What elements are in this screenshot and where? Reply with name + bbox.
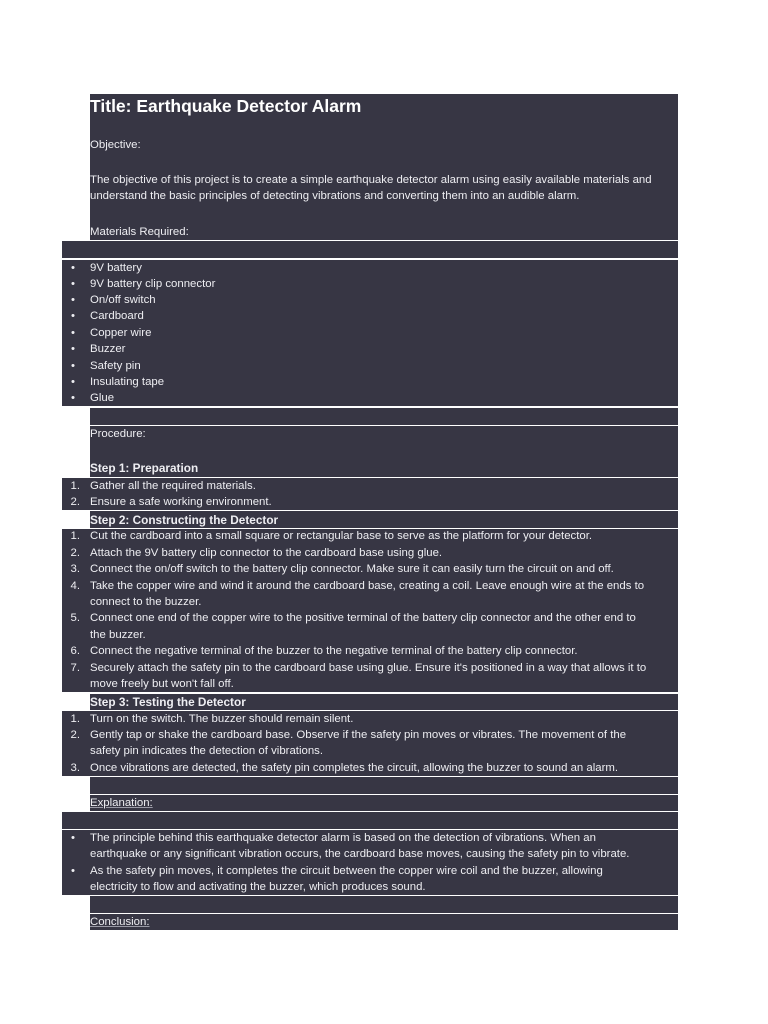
step2-item-continued: connect to the buzzer. <box>90 596 202 608</box>
step2-item-continued: move freely but won't fall off. <box>90 678 234 690</box>
step2-item: Connect the on/off switch to the battery clip connector. Make sure it can easily turn the circuit on and off. <box>90 563 614 575</box>
step2-item: Attach the 9V battery clip connector to the cardboard base using glue. <box>90 547 443 559</box>
document-title: Title: Earthquake Detector Alarm <box>90 96 362 116</box>
step3-item: Gently tap or shake the cardboard base. Observe if the safety pin moves or vibrates. The movement of the <box>90 729 627 741</box>
material-item: Glue <box>90 392 115 404</box>
step1-item: Gather all the required materials. <box>90 480 256 492</box>
bullet-marker: • <box>71 343 75 355</box>
bg-block-gap <box>62 812 678 829</box>
material-item: Buzzer <box>90 343 126 355</box>
step2-heading: Step 2: Constructing the Detector <box>90 513 279 527</box>
bullet-marker: • <box>71 832 75 844</box>
bullet-marker: • <box>71 294 75 306</box>
explanation-item-continued: earthquake or any significant vibration occurs, the cardboard base moves, causing the safety pin to vibrate. <box>90 848 630 860</box>
material-item: Insulating tape <box>90 376 165 388</box>
list-number: 1. <box>70 480 80 492</box>
bg-block-gap <box>90 896 678 913</box>
list-number: 6. <box>70 645 80 657</box>
bullet-marker: • <box>71 865 75 877</box>
objective-text-line: The objective of this project is to create a simple earthquake detector alarm using easily available materials and <box>90 174 652 186</box>
step3-item: Once vibrations are detected, the safety pin completes the circuit, allowing the buzzer to sound an alarm. <box>90 762 619 774</box>
step3-item: Turn on the switch. The buzzer should remain silent. <box>90 713 354 725</box>
step1-item: Ensure a safe working environment. <box>90 496 272 508</box>
bg-block-explanation-label <box>90 795 678 811</box>
bullet-marker: • <box>71 360 75 372</box>
procedure-label: Procedure: <box>90 428 146 440</box>
list-number: 2. <box>70 729 80 741</box>
bg-block-gap <box>62 241 678 258</box>
explanation-item: The principle behind this earthquake detector alarm is based on the detection of vibrations. When an <box>90 832 596 844</box>
materials-label: Materials Required: <box>90 226 189 238</box>
step1-heading: Step 1: Preparation <box>90 461 199 475</box>
list-number: 4. <box>70 580 80 592</box>
explanation-item: As the safety pin moves, it completes the circuit between the copper wire coil and the buzzer, allowing <box>90 865 603 877</box>
material-item: Copper wire <box>90 327 152 339</box>
explanation-label: Explanation: <box>90 797 153 809</box>
material-item: Safety pin <box>90 360 141 372</box>
list-number: 3. <box>70 563 80 575</box>
step2-item: Take the copper wire and wind it around the cardboard base, creating a coil. Leave enough wire at the ends to <box>90 580 645 592</box>
objective-label: Objective: <box>90 139 141 151</box>
objective-text-line: understand the basic principles of detecting vibrations and converting them into an audible alarm. <box>90 190 580 202</box>
bg-block-gap <box>90 408 678 425</box>
step2-item: Connect the negative terminal of the buzzer to the negative terminal of the battery clip connector. <box>90 645 578 657</box>
list-number: 3. <box>70 762 80 774</box>
explanation-item-continued: electricity to flow and activating the buzzer, which produces sound. <box>90 881 426 893</box>
step2-item: Securely attach the safety pin to the cardboard base using glue. Ensure it's positioned in a way that allows it to <box>90 662 647 674</box>
list-number: 2. <box>70 496 80 508</box>
step2-item-continued: the buzzer. <box>90 629 146 641</box>
step2-item: Cut the cardboard into a small square or rectangular base to serve as the platform for your detector. <box>90 530 593 542</box>
conclusion-label: Conclusion: <box>90 916 150 928</box>
material-item: 9V battery <box>90 262 142 274</box>
bullet-marker: • <box>71 278 75 290</box>
bullet-marker: • <box>71 376 75 388</box>
bullet-marker: • <box>71 392 75 404</box>
list-number: 5. <box>70 612 80 624</box>
material-item: Cardboard <box>90 310 144 322</box>
step3-heading: Step 3: Testing the Detector <box>90 695 246 709</box>
step3-item-continued: safety pin indicates the detection of vibrations. <box>90 745 324 757</box>
list-number: 2. <box>70 547 80 559</box>
list-number: 7. <box>70 662 80 674</box>
bg-block-gap <box>90 777 678 794</box>
material-item: 9V battery clip connector <box>90 278 216 290</box>
bullet-marker: • <box>71 327 75 339</box>
bullet-marker: • <box>71 262 75 274</box>
list-number: 1. <box>70 713 80 725</box>
step2-item: Connect one end of the copper wire to the positive terminal of the battery clip connector and the other end to <box>90 612 636 624</box>
list-number: 1. <box>70 530 80 542</box>
bullet-marker: • <box>71 310 75 322</box>
material-item: On/off switch <box>90 294 156 306</box>
bg-block-conclusion <box>90 914 678 930</box>
